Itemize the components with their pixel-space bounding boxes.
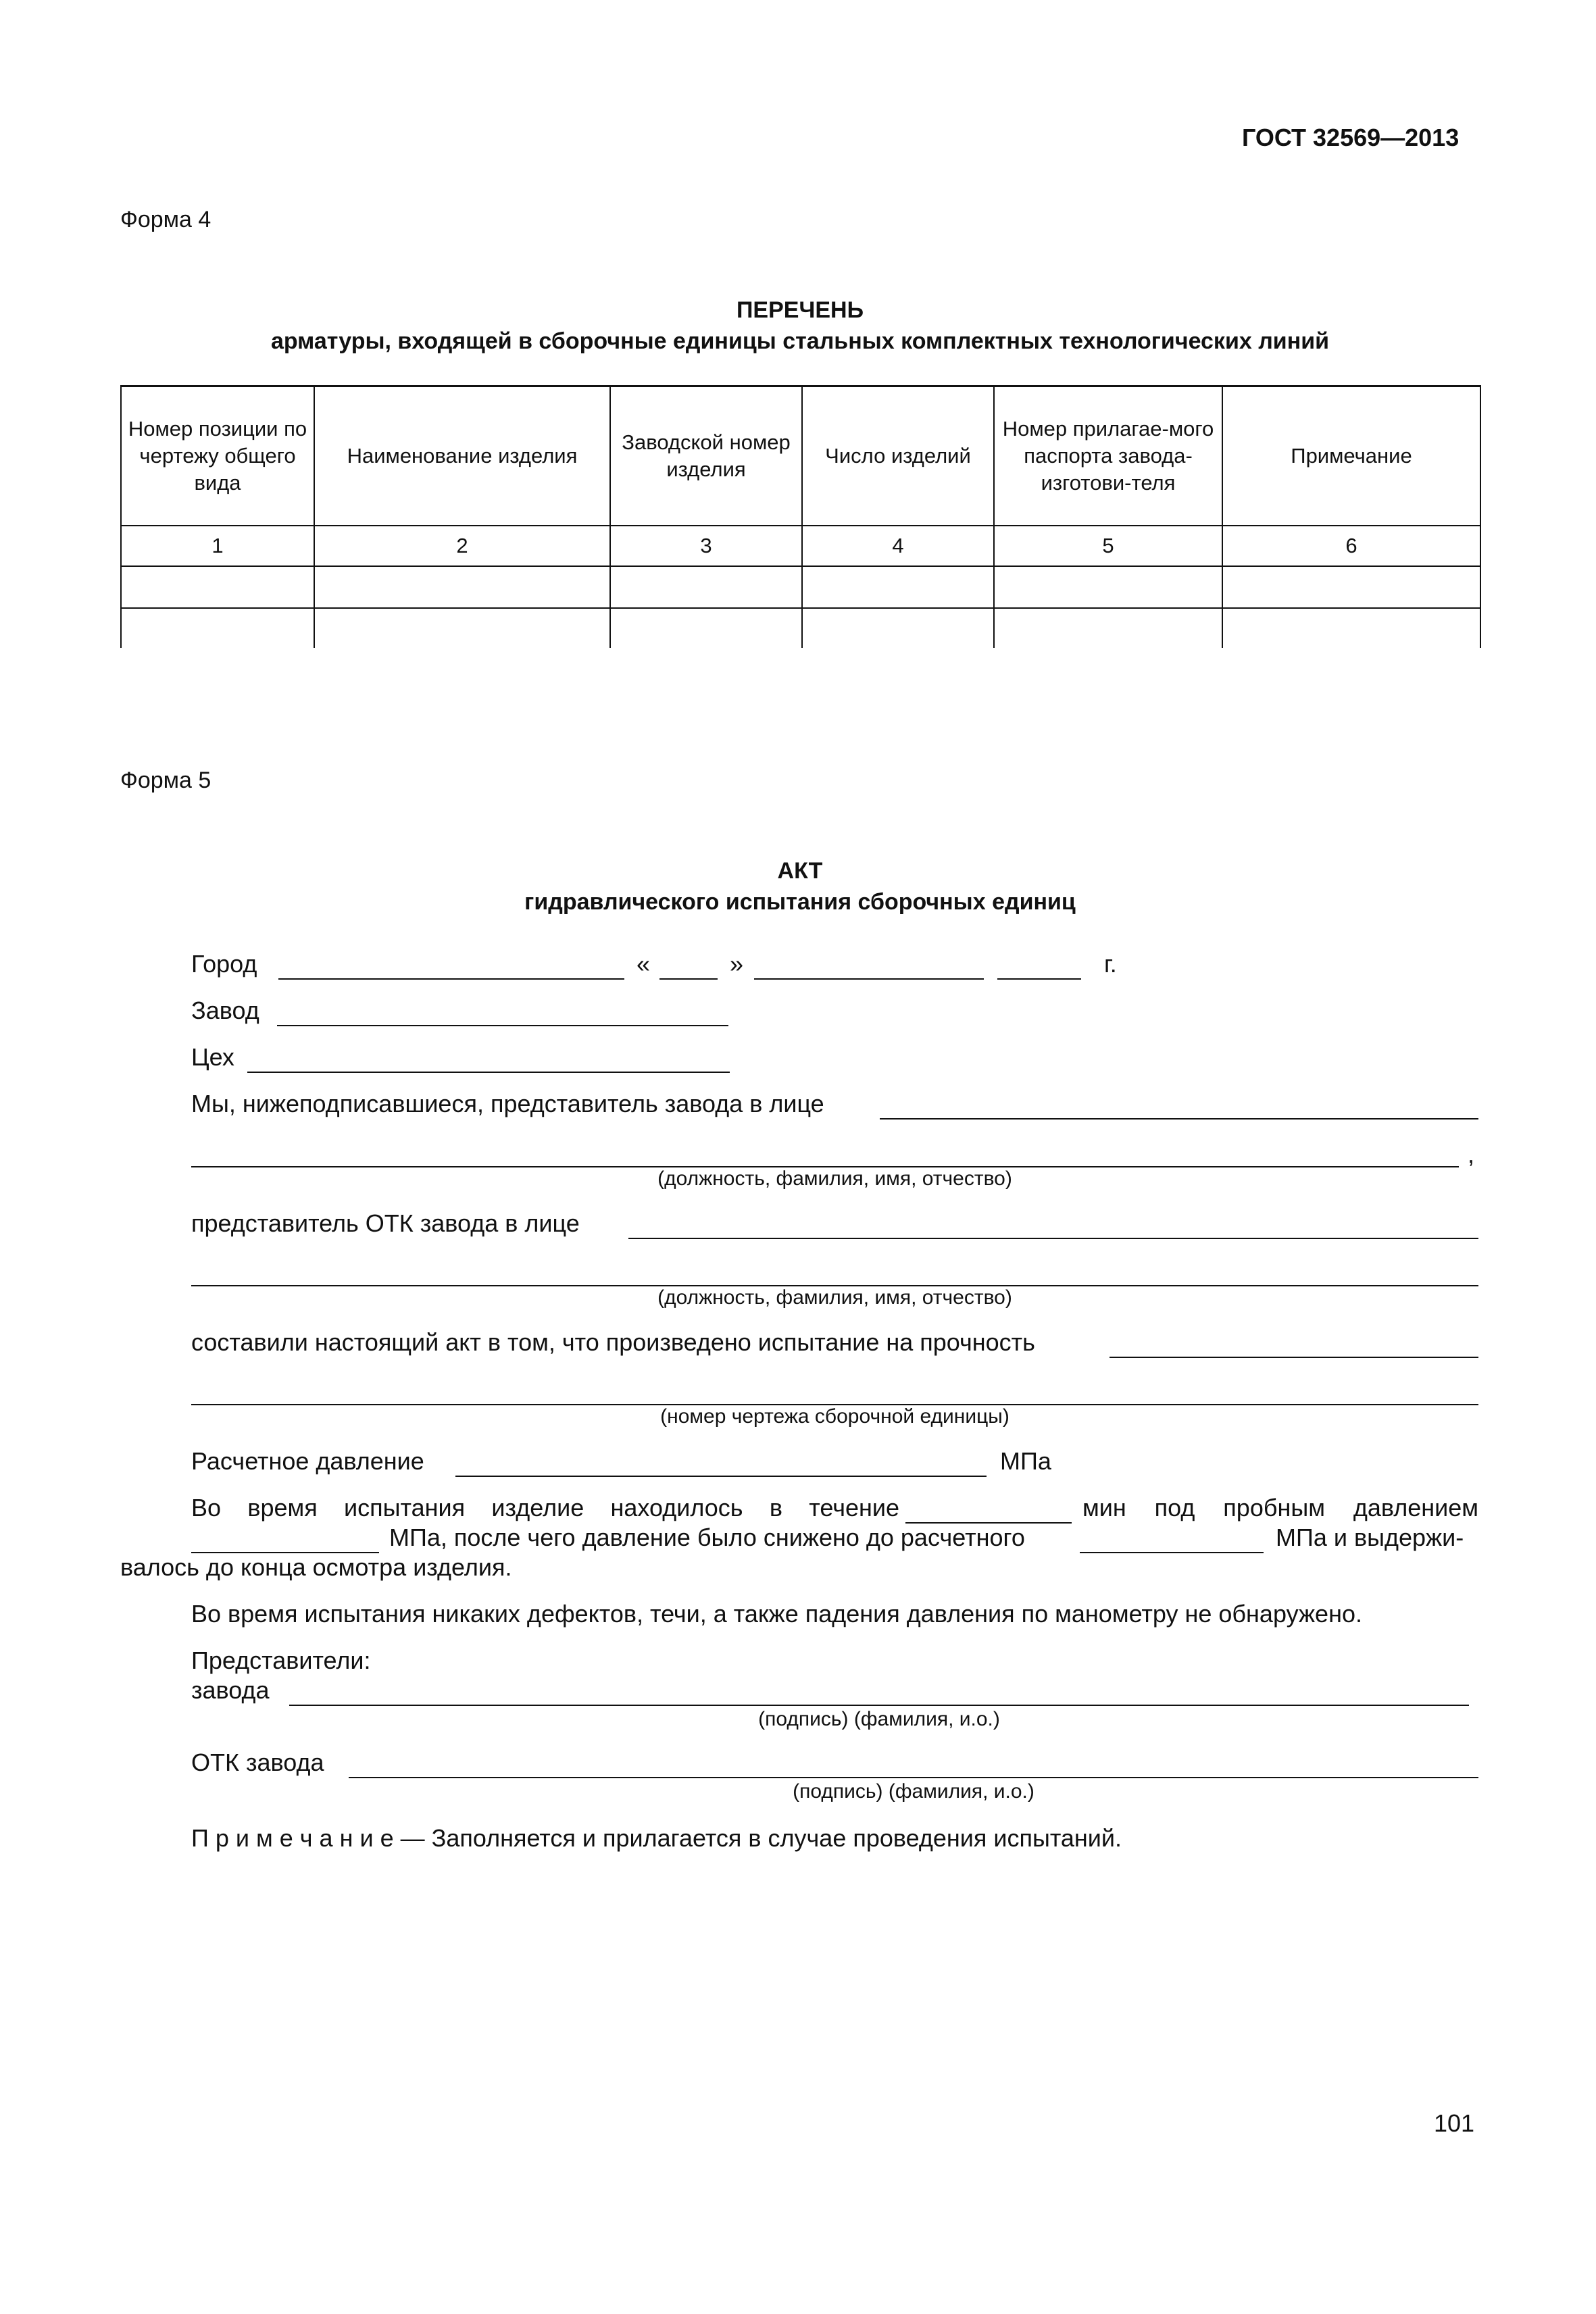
year-suffix: г. xyxy=(1104,950,1117,978)
table-row xyxy=(121,566,1480,608)
strength-test-field[interactable] xyxy=(1109,1357,1478,1358)
col-header-position: Номер позиции по чертежу общего вида xyxy=(121,386,314,526)
col-number: 3 xyxy=(610,526,802,566)
pressure-unit: МПа xyxy=(1000,1447,1051,1475)
col-number: 4 xyxy=(802,526,994,566)
city-field[interactable] xyxy=(278,978,624,980)
otk-rep-field[interactable] xyxy=(628,1238,1478,1239)
day-field[interactable] xyxy=(659,978,718,980)
col-number: 5 xyxy=(994,526,1222,566)
col-header-passport: Номер прилагае-мого паспорта завода-изготови-теля xyxy=(994,386,1222,526)
plant-signature-field[interactable] xyxy=(289,1705,1469,1706)
table-header-row xyxy=(121,386,1480,526)
representatives-label: Представители: xyxy=(191,1646,371,1674)
calc-pressure-field[interactable] xyxy=(1080,1552,1264,1553)
col-header-note: Примечание xyxy=(1222,386,1480,526)
table-cell xyxy=(314,608,610,648)
table-number-row xyxy=(121,526,1480,566)
note-label: П р и м е ч а н и е xyxy=(191,1824,394,1852)
table-cell xyxy=(802,608,994,648)
quote-open: « xyxy=(637,950,651,978)
otk-signature-field[interactable] xyxy=(349,1777,1478,1778)
plant-rep-field[interactable] xyxy=(880,1118,1478,1120)
month-field[interactable] xyxy=(754,978,984,980)
col-header-name: Наименование изделия xyxy=(314,386,610,526)
form5-subtitle: гидравлического испытания сборочных единиц xyxy=(524,889,1076,915)
table-cell xyxy=(610,566,802,608)
col-number: 2 xyxy=(314,526,610,566)
table-cell xyxy=(802,566,994,608)
table-cell xyxy=(314,566,610,608)
form4-label: Форма 4 xyxy=(120,207,211,232)
note xyxy=(191,1824,1122,1853)
form4-title: ПЕРЕЧЕНЬ xyxy=(736,297,864,323)
table-cell xyxy=(121,608,314,648)
col-number: 1 xyxy=(121,526,314,566)
caption-drawing: (номер чертежа сборочной единицы) xyxy=(660,1405,1009,1428)
table-cell xyxy=(994,566,1222,608)
form4-subtitle: арматуры, входящей в сборочные единицы стальных комплектных технологических линий xyxy=(270,328,1330,354)
shop-field[interactable] xyxy=(247,1072,730,1073)
quote-close: » xyxy=(730,950,744,978)
caption-sign-1: (подпись) (фамилия, и.о.) xyxy=(758,1708,1000,1730)
test-text-4: МПа и выдержи- xyxy=(1276,1524,1464,1551)
page-number: 101 xyxy=(1434,2109,1475,2137)
plant-rep-label: завода xyxy=(191,1676,270,1704)
undersigned-text: Мы, нижеподписавшиеся, представитель завода в лице xyxy=(191,1090,824,1117)
plant-label: Завод xyxy=(191,997,259,1024)
year-field[interactable] xyxy=(997,978,1081,980)
pressure-label: Расчетное давление xyxy=(191,1447,424,1475)
table-cell xyxy=(1222,566,1480,608)
col-number: 6 xyxy=(1222,526,1480,566)
test-text-1: Во время испытания изделие находилось в течение xyxy=(191,1494,899,1521)
form5-title: АКТ xyxy=(777,858,823,884)
caption-person-1: (должность, фамилия, имя, отчество) xyxy=(657,1167,1012,1190)
plant-field[interactable] xyxy=(277,1025,728,1026)
col-header-count: Число изделий xyxy=(802,386,994,526)
table-cell xyxy=(610,608,802,648)
document-code: ГОСТ 32569—2013 xyxy=(1242,124,1460,151)
no-defects-text: Во время испытания никаких дефектов, течи, а также падения давления по манометру не обнаружено. xyxy=(191,1600,1362,1628)
test-text-3: МПа, после чего давление было снижено до расчетного xyxy=(389,1524,1025,1551)
table-row xyxy=(121,608,1480,648)
otk-rep-label: ОТК завода xyxy=(191,1749,324,1776)
table-cell xyxy=(994,608,1222,648)
test-text-5: валось до конца осмотра изделия. xyxy=(120,1553,512,1581)
shop-label: Цех xyxy=(191,1043,234,1071)
caption-sign-2: (подпись) (фамилия, и.о.) xyxy=(793,1780,1034,1803)
col-header-serial: Заводской номер изделия xyxy=(610,386,802,526)
caption-person-2: (должность, фамилия, имя, отчество) xyxy=(657,1286,1012,1309)
compiled-text: составили настоящий акт в том, что произведено испытание на прочность xyxy=(191,1328,1035,1356)
pressure-field[interactable] xyxy=(455,1476,987,1477)
otk-rep-text: представитель ОТК завода в лице xyxy=(191,1209,580,1237)
city-label: Город xyxy=(191,950,257,978)
comma: , xyxy=(1468,1140,1475,1168)
table-cell xyxy=(1222,608,1480,648)
form5-label: Форма 5 xyxy=(120,768,211,793)
table-cell xyxy=(121,566,314,608)
test-text-2: мин под пробным давлением xyxy=(1082,1494,1478,1521)
form4-table xyxy=(120,385,1481,648)
note-text: — Заполняется и прилагается в случае проведения испытаний. xyxy=(393,1824,1122,1852)
